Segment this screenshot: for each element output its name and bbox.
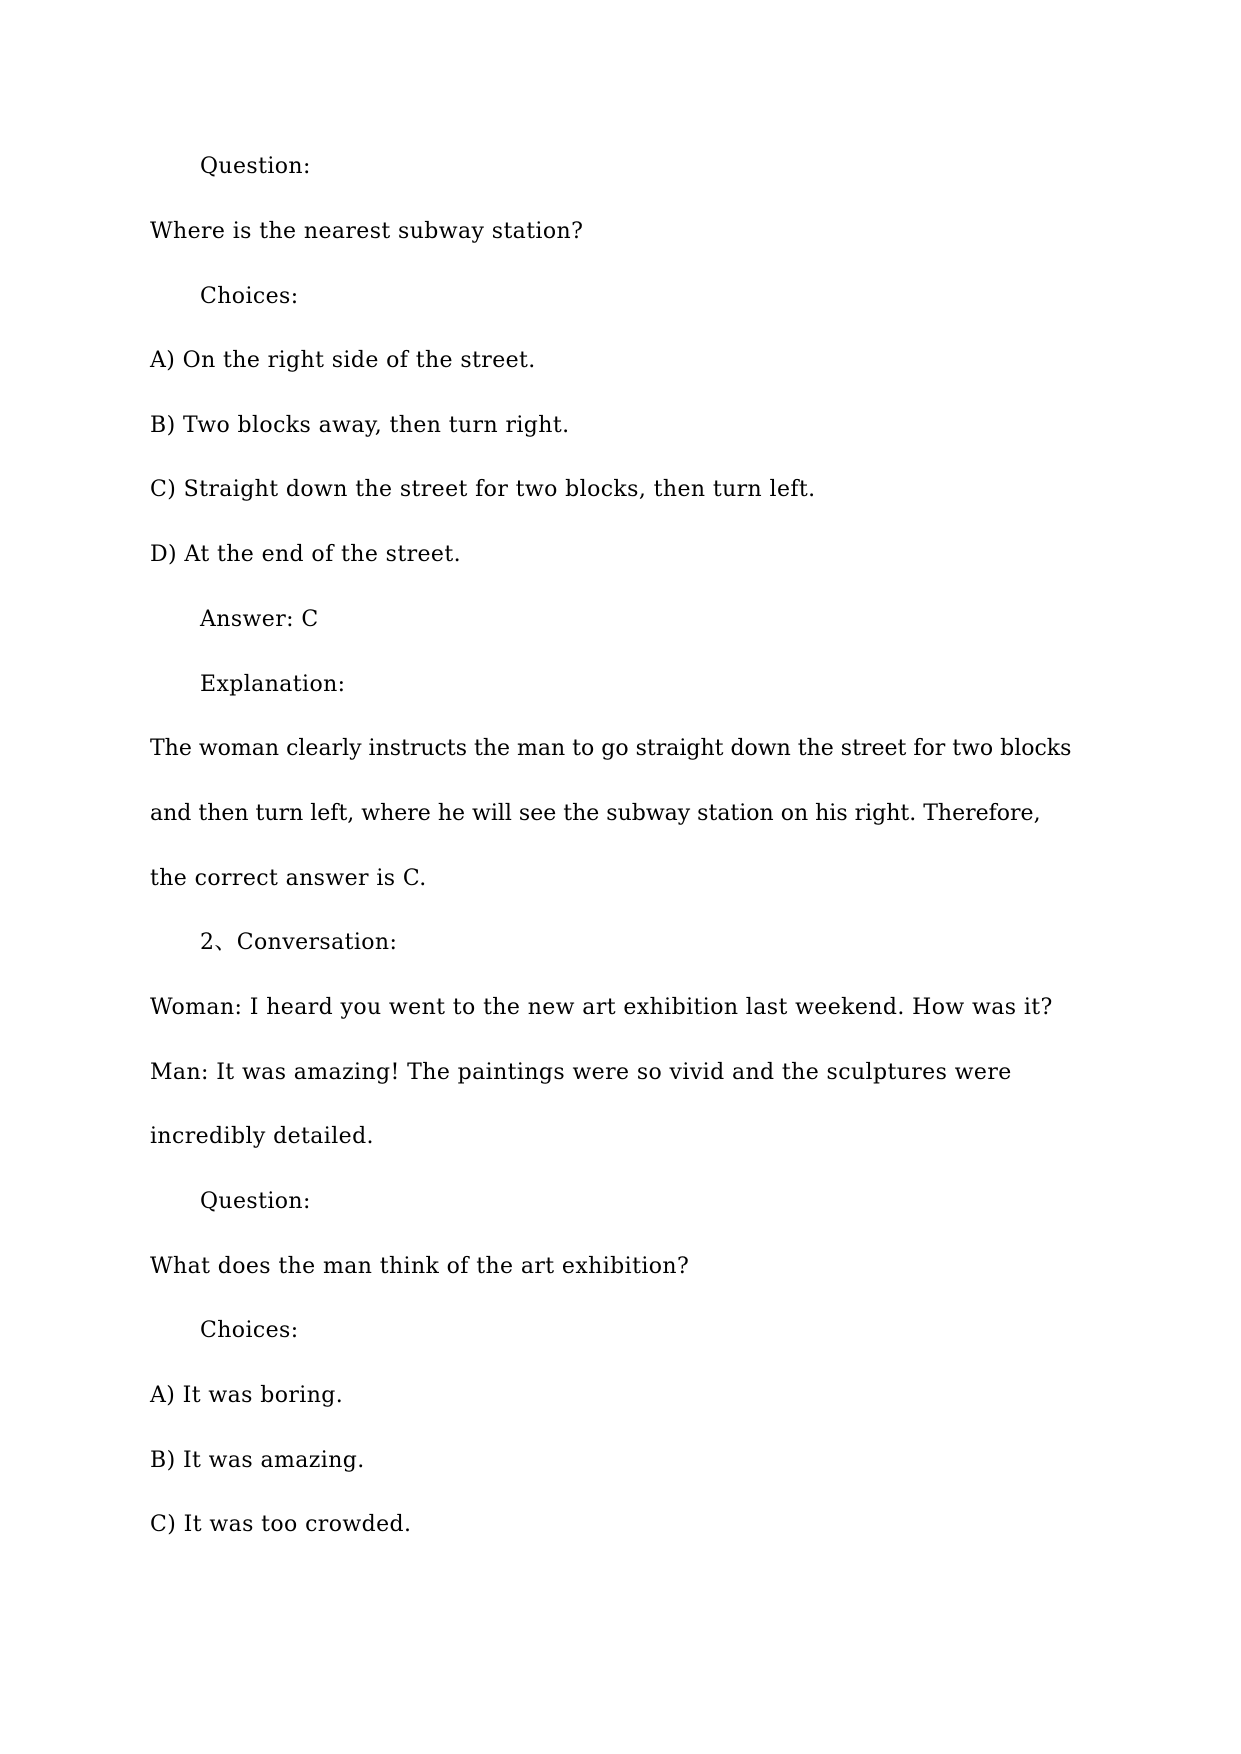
- explanation-label: Explanation:: [200, 672, 346, 697]
- question-text: What does the man think of the art exhibition?: [150, 1254, 690, 1279]
- explanation-line: the correct answer is C.: [150, 866, 427, 891]
- question-label: Question:: [200, 154, 311, 179]
- explanation-line: and then turn left, where he will see the subway station on his right. Therefore,: [150, 801, 1041, 826]
- choice-c: C) It was too crowded.: [150, 1512, 412, 1537]
- explanation-line: The woman clearly instructs the man to go straight down the street for two blocks: [150, 736, 1072, 761]
- choice-b: B) It was amazing.: [150, 1448, 365, 1473]
- choice-c: C) Straight down the street for two blocks, then turn left.: [150, 477, 816, 502]
- answer: Answer: C: [200, 607, 319, 632]
- question-label: Question:: [200, 1189, 311, 1214]
- question-text: Where is the nearest subway station?: [150, 219, 584, 244]
- conversation-line: Man: It was amazing! The paintings were so vivid and the sculptures were: [150, 1060, 1012, 1085]
- choice-d: D) At the end of the street.: [150, 542, 461, 567]
- conversation-line: incredibly detailed.: [150, 1124, 374, 1149]
- choices-label: Choices:: [200, 1318, 299, 1343]
- choices-label: Choices:: [200, 284, 299, 309]
- conversation-heading: 2、Conversation:: [200, 930, 398, 955]
- choice-a: A) On the right side of the street.: [150, 348, 536, 373]
- choice-a: A) It was boring.: [150, 1383, 344, 1408]
- conversation-line: Woman: I heard you went to the new art exhibition last weekend. How was it?: [150, 995, 1053, 1020]
- choice-b: B) Two blocks away, then turn right.: [150, 413, 570, 438]
